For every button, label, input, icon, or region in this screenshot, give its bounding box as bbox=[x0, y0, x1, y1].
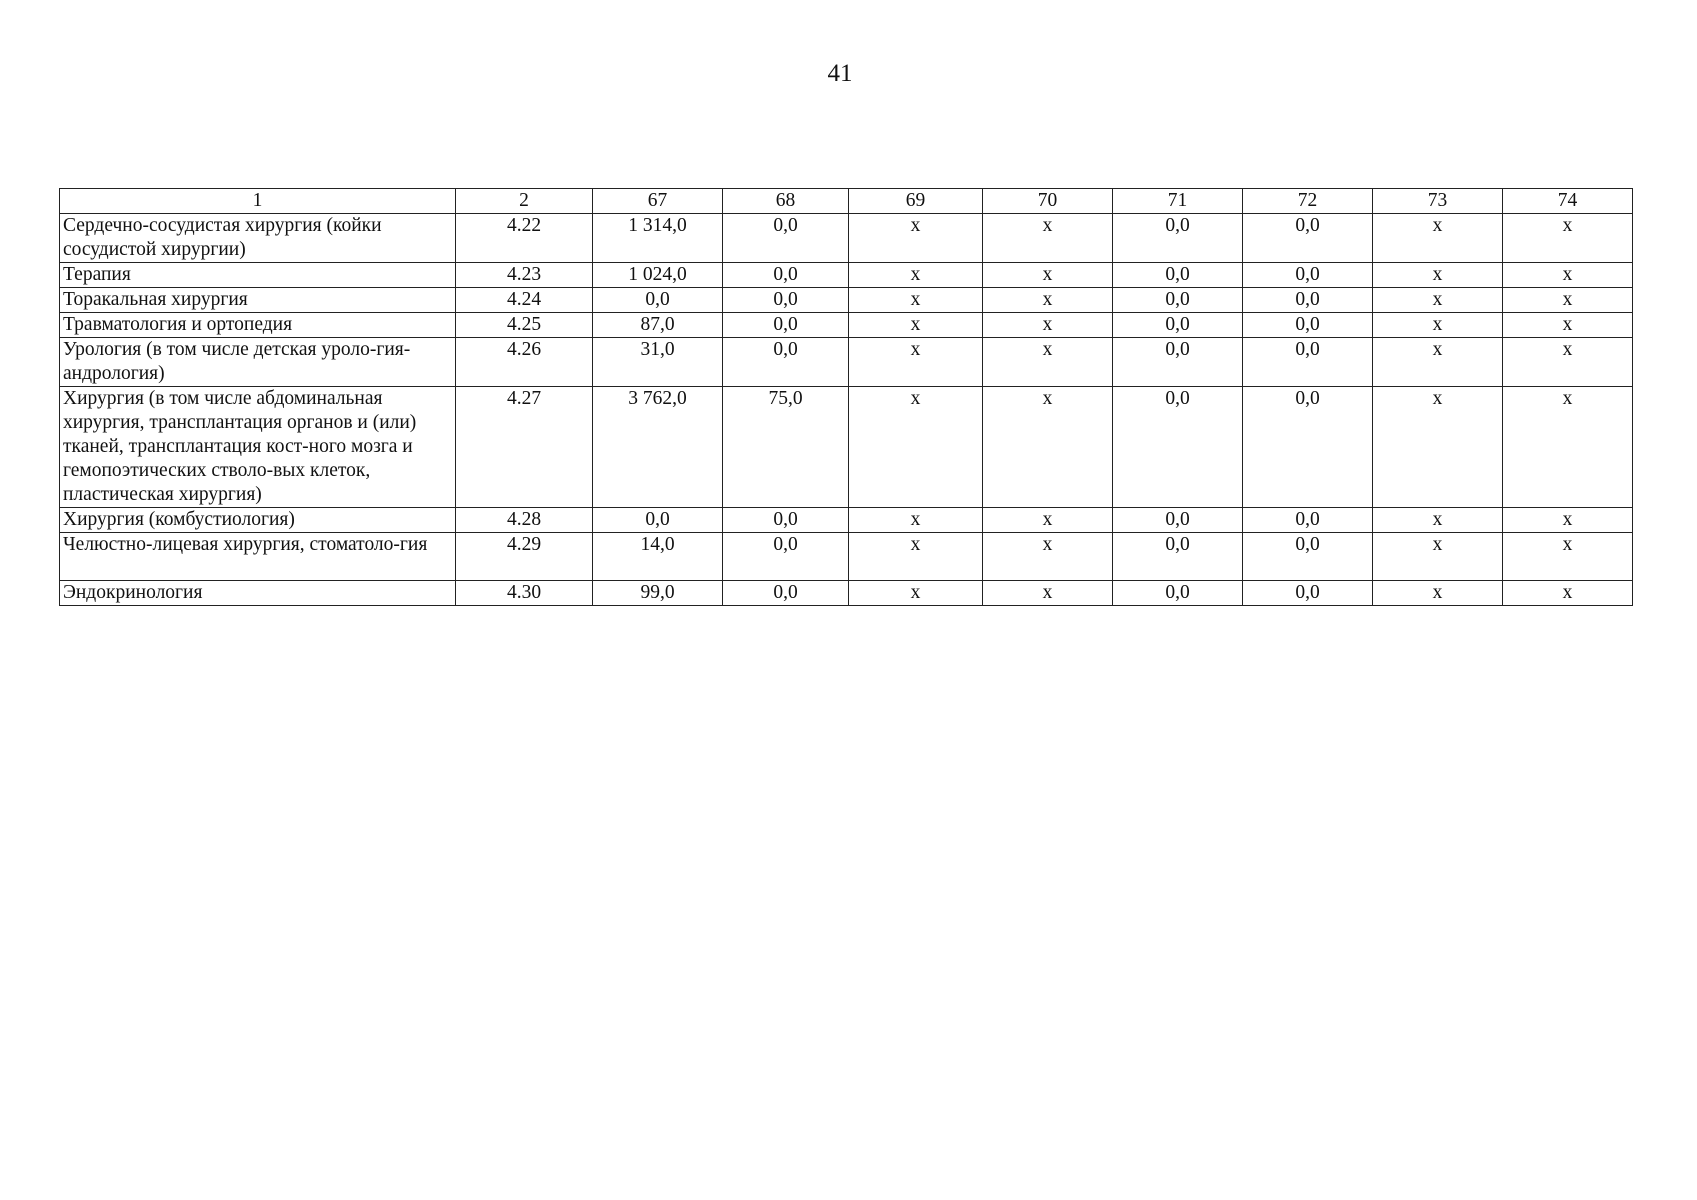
value-cell: х bbox=[983, 508, 1113, 533]
table-row bbox=[60, 508, 1633, 533]
table-row bbox=[60, 263, 1633, 288]
value-cell: 0,0 bbox=[723, 313, 849, 338]
table-row bbox=[60, 338, 1633, 387]
value-cell: х bbox=[1503, 214, 1633, 263]
table-row bbox=[60, 214, 1633, 263]
value-cell: х bbox=[1373, 313, 1503, 338]
value-cell: х bbox=[1503, 338, 1633, 387]
row-name-cell: Травматология и ортопедия bbox=[60, 313, 456, 338]
value-cell: 0,0 bbox=[1113, 263, 1243, 288]
value-cell: х bbox=[849, 214, 983, 263]
row-code-cell: 4.27 bbox=[456, 387, 593, 508]
value-cell: х bbox=[849, 313, 983, 338]
header-cell: 71 bbox=[1113, 189, 1243, 214]
value-cell: х bbox=[983, 581, 1113, 606]
value-cell: 0,0 bbox=[1243, 313, 1373, 338]
value-cell: 0,0 bbox=[723, 581, 849, 606]
header-row bbox=[60, 189, 1633, 214]
value-cell: 0,0 bbox=[1243, 338, 1373, 387]
value-cell: х bbox=[1503, 581, 1633, 606]
value-cell: х bbox=[1503, 387, 1633, 508]
value-cell: 0,0 bbox=[593, 288, 723, 313]
value-cell: 1 314,0 bbox=[593, 214, 723, 263]
value-cell: х bbox=[983, 214, 1113, 263]
row-code-cell: 4.24 bbox=[456, 288, 593, 313]
value-cell: х bbox=[983, 338, 1113, 387]
value-cell: 14,0 bbox=[593, 533, 723, 581]
data-table bbox=[59, 188, 1633, 606]
value-cell: 0,0 bbox=[1243, 581, 1373, 606]
value-cell: 87,0 bbox=[593, 313, 723, 338]
value-cell: 0,0 bbox=[1113, 581, 1243, 606]
value-cell: х bbox=[849, 581, 983, 606]
value-cell: 0,0 bbox=[1243, 214, 1373, 263]
value-cell: 0,0 bbox=[1113, 533, 1243, 581]
value-cell: х bbox=[983, 263, 1113, 288]
table-row bbox=[60, 581, 1633, 606]
value-cell: х bbox=[983, 387, 1113, 508]
value-cell: х bbox=[983, 288, 1113, 313]
row-code-cell: 4.23 bbox=[456, 263, 593, 288]
row-code-cell: 4.29 bbox=[456, 533, 593, 581]
value-cell: х bbox=[849, 533, 983, 581]
value-cell: х bbox=[849, 508, 983, 533]
value-cell: х bbox=[1373, 288, 1503, 313]
value-cell: 0,0 bbox=[1243, 508, 1373, 533]
value-cell: 0,0 bbox=[1243, 533, 1373, 581]
row-name-cell: Хирургия (в том числе абдоминальная хирургия, трансплантация органов и (или) тканей, трансплантация кост-ного мозга и гемопоэтических стволо-вых клеток, пластическая хирургия) bbox=[60, 387, 456, 508]
value-cell: 0,0 bbox=[1113, 387, 1243, 508]
value-cell: х bbox=[1503, 533, 1633, 581]
value-cell: 75,0 bbox=[723, 387, 849, 508]
value-cell: 0,0 bbox=[723, 338, 849, 387]
value-cell: 0,0 bbox=[1113, 214, 1243, 263]
value-cell: х bbox=[1373, 214, 1503, 263]
value-cell: х bbox=[849, 288, 983, 313]
value-cell: 0,0 bbox=[1243, 263, 1373, 288]
value-cell: х bbox=[983, 313, 1113, 338]
header-cell: 74 bbox=[1503, 189, 1633, 214]
row-name-cell: Эндокринология bbox=[60, 581, 456, 606]
header-cell: 69 bbox=[849, 189, 983, 214]
row-name-cell: Торакальная хирургия bbox=[60, 288, 456, 313]
value-cell: х bbox=[1373, 508, 1503, 533]
row-code-cell: 4.22 bbox=[456, 214, 593, 263]
table-row bbox=[60, 288, 1633, 313]
value-cell: х bbox=[849, 387, 983, 508]
value-cell: х bbox=[1503, 313, 1633, 338]
value-cell: х bbox=[849, 263, 983, 288]
value-cell: 0,0 bbox=[1243, 387, 1373, 508]
row-name-cell: Урология (в том числе детская уроло-гия-андрология) bbox=[60, 338, 456, 387]
value-cell: х bbox=[1503, 263, 1633, 288]
row-code-cell: 4.30 bbox=[456, 581, 593, 606]
value-cell: х bbox=[1373, 387, 1503, 508]
value-cell: 0,0 bbox=[1113, 338, 1243, 387]
header-cell: 72 bbox=[1243, 189, 1373, 214]
table-row bbox=[60, 387, 1633, 508]
value-cell: 99,0 bbox=[593, 581, 723, 606]
value-cell: 0,0 bbox=[1243, 288, 1373, 313]
value-cell: х bbox=[1373, 581, 1503, 606]
row-name-cell: Челюстно-лицевая хирургия, стоматоло-гия bbox=[60, 533, 456, 581]
header-cell: 67 bbox=[593, 189, 723, 214]
value-cell: 0,0 bbox=[723, 214, 849, 263]
value-cell: х bbox=[1503, 288, 1633, 313]
value-cell: х bbox=[849, 338, 983, 387]
value-cell: 1 024,0 bbox=[593, 263, 723, 288]
row-name-cell: Терапия bbox=[60, 263, 456, 288]
table-row bbox=[60, 313, 1633, 338]
header-cell: 73 bbox=[1373, 189, 1503, 214]
value-cell: 0,0 bbox=[723, 263, 849, 288]
page-number: 41 bbox=[827, 60, 853, 87]
value-cell: 31,0 bbox=[593, 338, 723, 387]
header-cell: 2 bbox=[456, 189, 593, 214]
table-row bbox=[60, 533, 1633, 581]
value-cell: х bbox=[1503, 508, 1633, 533]
value-cell: 0,0 bbox=[723, 288, 849, 313]
value-cell: х bbox=[1373, 263, 1503, 288]
header-cell: 70 bbox=[983, 189, 1113, 214]
value-cell: 0,0 bbox=[1113, 508, 1243, 533]
value-cell: х bbox=[1373, 338, 1503, 387]
value-cell: х bbox=[983, 533, 1113, 581]
row-name-cell: Хирургия (комбустиология) bbox=[60, 508, 456, 533]
value-cell: 0,0 bbox=[723, 508, 849, 533]
value-cell: 0,0 bbox=[723, 533, 849, 581]
table-body bbox=[60, 189, 1633, 606]
value-cell: 0,0 bbox=[593, 508, 723, 533]
value-cell: 0,0 bbox=[1113, 313, 1243, 338]
value-cell: 0,0 bbox=[1113, 288, 1243, 313]
row-code-cell: 4.26 bbox=[456, 338, 593, 387]
header-cell: 1 bbox=[60, 189, 456, 214]
row-code-cell: 4.28 bbox=[456, 508, 593, 533]
row-code-cell: 4.25 bbox=[456, 313, 593, 338]
value-cell: 3 762,0 bbox=[593, 387, 723, 508]
value-cell: х bbox=[1373, 533, 1503, 581]
header-cell: 68 bbox=[723, 189, 849, 214]
row-name-cell: Сердечно-сосудистая хирургия (койки сосудистой хирургии) bbox=[60, 214, 456, 263]
